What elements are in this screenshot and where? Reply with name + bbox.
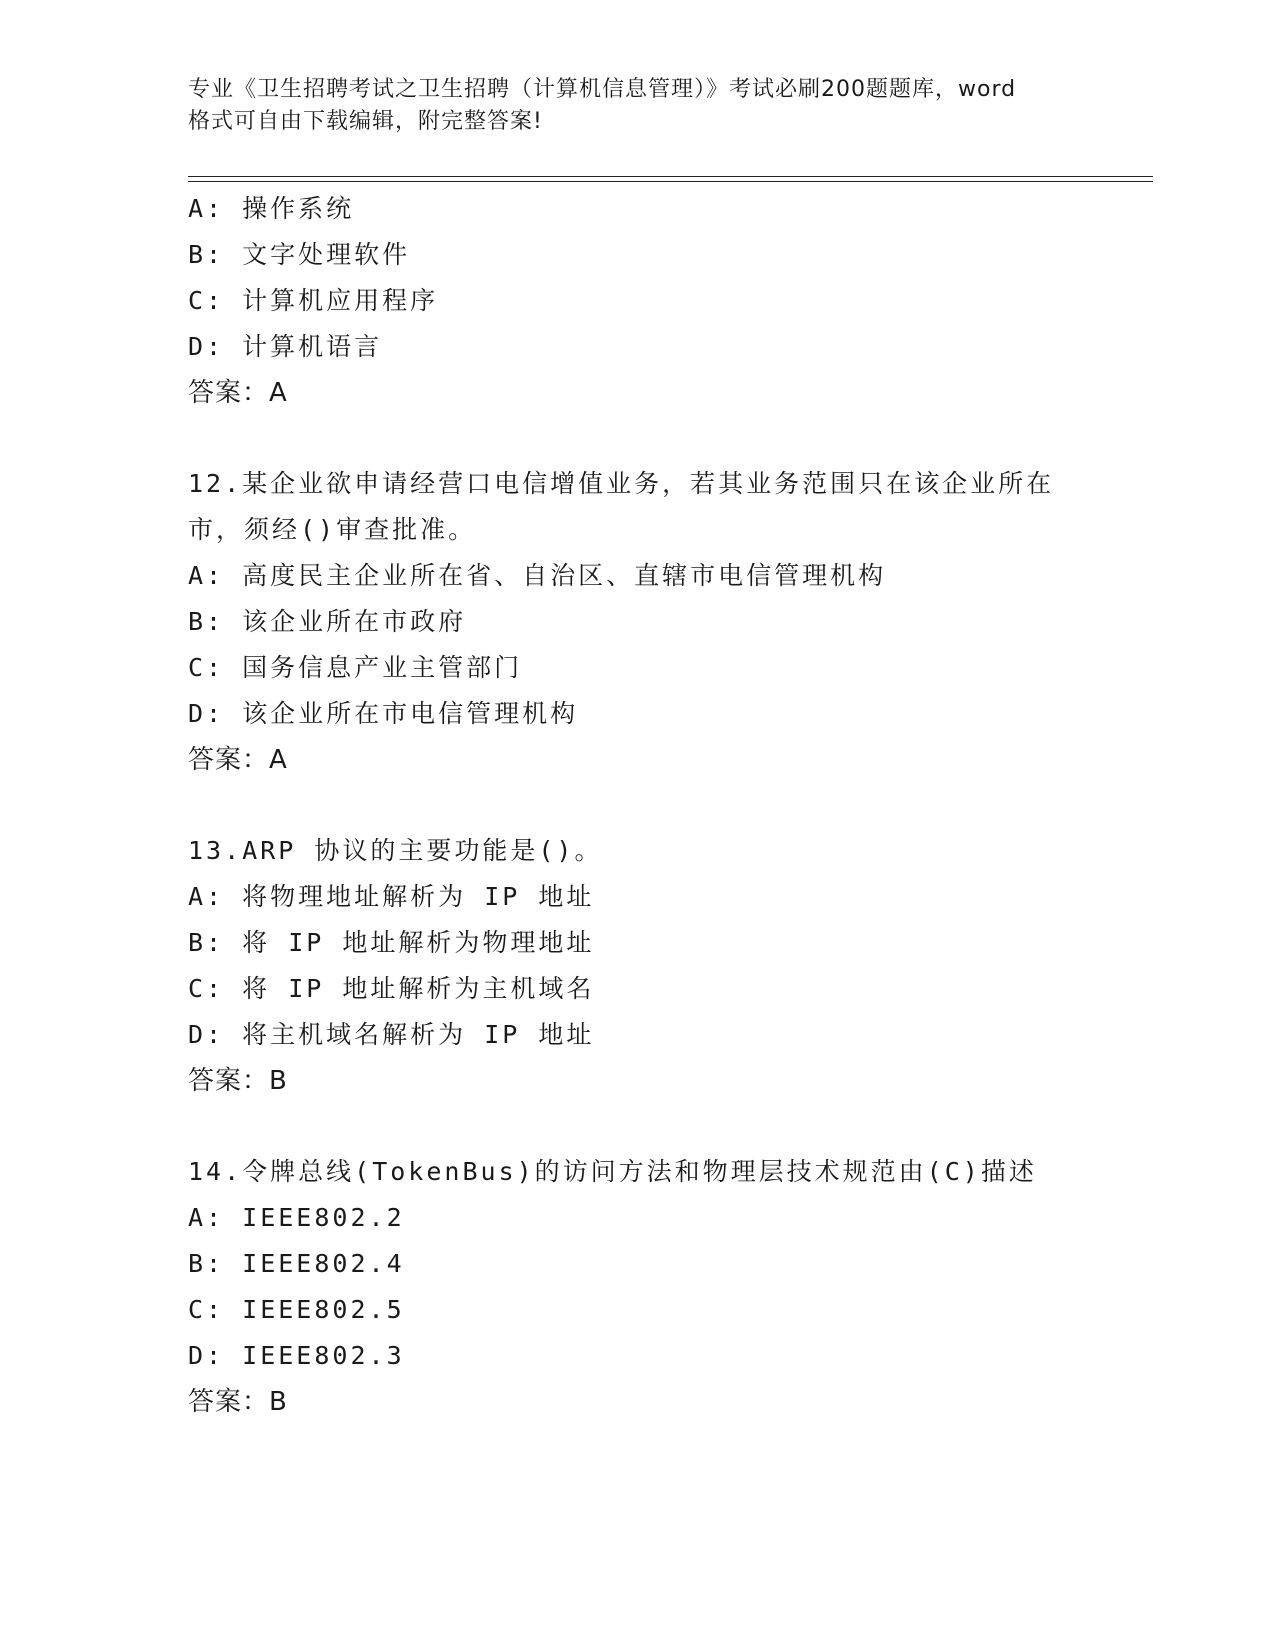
spacer [188, 783, 1148, 828]
question-stem-continued: 市，须经()审查批准。 [188, 515, 477, 544]
option-b: B: 该企业所在市政府 [188, 607, 467, 636]
question-stem: 14.令牌总线(TokenBus)的访问方法和物理层技术规范由(C)描述 [188, 1157, 1037, 1186]
answer: 答案：A [188, 378, 288, 408]
option-b: B: 文字处理软件 [188, 240, 411, 269]
answer: 答案：A [188, 745, 288, 775]
option-d: D: 该企业所在市电信管理机构 [188, 699, 579, 728]
option-c: C: IEEE802.5 [188, 1295, 405, 1324]
question-14 [188, 1149, 1148, 1425]
spacer [188, 1104, 1148, 1149]
answer: 答案：B [188, 1066, 288, 1096]
question-13 [188, 828, 1148, 1104]
document-header [188, 74, 1088, 138]
header-line-2: 格式可自由下载编辑，附完整答案! [188, 109, 543, 134]
option-a: A: 操作系统 [188, 194, 355, 223]
option-c: C: 国务信息产业主管部门 [188, 653, 523, 682]
option-b: B: IEEE802.4 [188, 1249, 405, 1278]
header-divider-top [188, 176, 1153, 177]
option-c: C: 计算机应用程序 [188, 286, 439, 315]
option-d: D: 将主机域名解析为 IP 地址 [188, 1020, 595, 1049]
option-a: A: 将物理地址解析为 IP 地址 [188, 882, 595, 911]
question-list [188, 186, 1148, 1425]
question-11 [188, 186, 1148, 416]
option-d: D: IEEE802.3 [188, 1341, 405, 1370]
spacer [188, 416, 1148, 461]
option-d: D: 计算机语言 [188, 332, 383, 361]
option-b: B: 将 IP 地址解析为物理地址 [188, 928, 595, 957]
question-stem: 12.某企业欲申请经营口电信增值业务，若其业务范围只在该企业所在 [188, 469, 1055, 498]
option-a: A: 高度民主企业所在省、自治区、直辖市电信管理机构 [188, 561, 887, 590]
question-stem: 13.ARP 协议的主要功能是()。 [188, 836, 603, 865]
option-c: C: 将 IP 地址解析为主机域名 [188, 974, 595, 1003]
question-12 [188, 461, 1148, 783]
header-line-1: 专业《卫生招聘考试之卫生招聘（计算机信息管理）》考试必刷200题题库，word [188, 77, 1017, 102]
header-divider-bottom [188, 181, 1153, 182]
answer: 答案：B [188, 1387, 288, 1417]
option-a: A: IEEE802.2 [188, 1203, 405, 1232]
